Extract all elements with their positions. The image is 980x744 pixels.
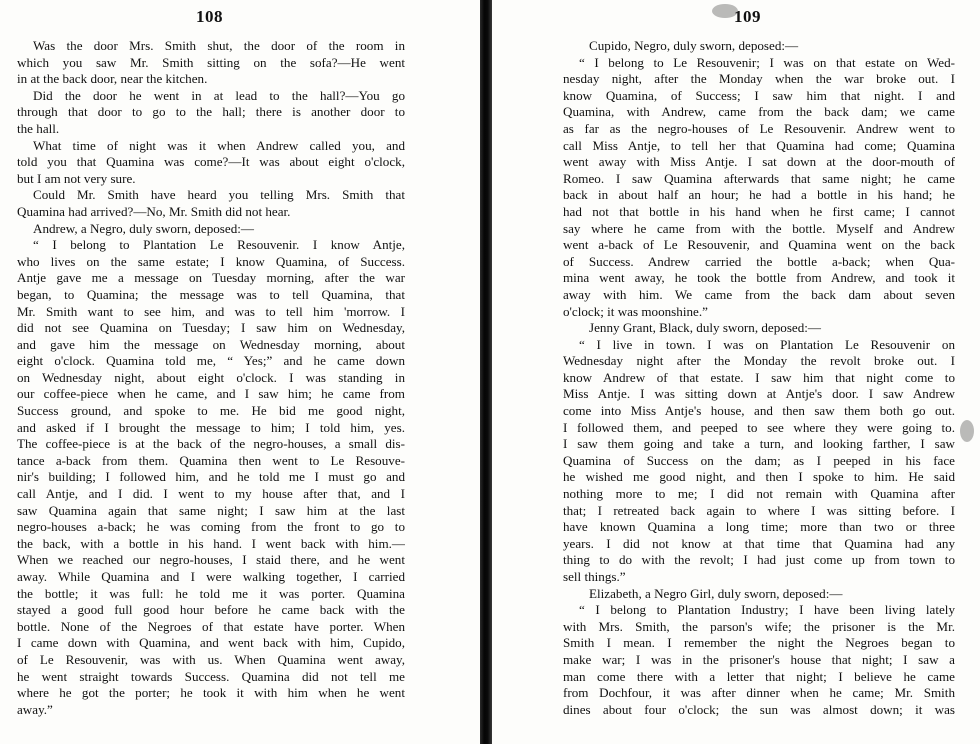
text-line: I came down with Quamina, and went back with him, Cupido,: [17, 635, 405, 651]
text-line: mina went away, he took the bottle from Andrew, and took it: [563, 270, 955, 286]
ink-blot: [960, 420, 974, 442]
text-line: the bottle; it was full: he told me it was porter. Quamina: [17, 585, 405, 601]
text-line: know Quamina, of Success; I saw him that night. I and: [563, 87, 955, 103]
text-line: Jenny Grant, Black, duly sworn, deposed:—: [589, 320, 822, 336]
text-line: saw Quamina again that same night; I saw him at the last: [17, 502, 405, 518]
text-line: I followed them, and peeped to see where they were going to.: [563, 419, 955, 435]
text-line: told you that Quamina was come?—It was about eight o'clock,: [17, 154, 405, 170]
text-line: Elizabeth, a Negro Girl, duly sworn, deposed:—: [589, 585, 843, 601]
text-line: which you saw Mr. Smith sitting on the sofa?—He went: [17, 54, 405, 70]
text-line: “ I belong to Plantation Industry; I have been living lately: [579, 602, 955, 618]
text-line: Quamina of Success on the dam; as I peeped in his face: [563, 452, 955, 468]
text-line: “ I belong to Plantation Le Resouvenir. I know Antje,: [33, 237, 405, 253]
text-line: tance a-back from them. Quamina then went to Le Resouve-: [17, 452, 405, 468]
text-line: of Success. Andrew carried the bottle a-back; when Qua-: [563, 253, 955, 269]
right-page: [492, 0, 980, 744]
text-line: that; I retreated back again to where I was sitting before. I: [563, 502, 955, 518]
text-line: bottle. None of the Negroes of that estate have porter. When: [17, 618, 405, 634]
text-line: stayed a good full good hour before he came back with the: [17, 602, 405, 618]
text-line: as far as the negro-houses of Le Resouvenir. Andrew went to: [563, 120, 955, 136]
text-line: Miss Antje. I was sitting down at Antje's door. I saw Andrew: [563, 386, 955, 402]
text-line: on Wednesday night, about eight o'clock. I was standing in: [17, 369, 405, 385]
text-line: went a-back of Le Resouvenir, and Quamina went on the back: [563, 237, 955, 253]
text-line: Smith I mean. I remember the night the Negroes began to: [563, 635, 955, 651]
text-line: Wednesday night after the Monday the revolt broke out. I: [563, 353, 955, 369]
text-line: away with him. We came from the back dam about seven: [563, 286, 955, 302]
text-line: o'clock; it was moonshine.”: [563, 303, 708, 319]
text-line: away.”: [17, 701, 53, 717]
text-line: from Dochfour, it was after dinner when he came; Mr. Smith: [563, 685, 955, 701]
text-line: Andrew, a Negro, duly sworn, deposed:—: [33, 220, 254, 236]
text-line: and asked if I brought the message to him; I told him, yes.: [17, 419, 405, 435]
text-line: come into Miss Antje's house, and then saw them both go out.: [563, 403, 955, 419]
text-line: “ I live in town. I was on Plantation Le Resouvenir on: [579, 336, 955, 352]
text-line: Cupido, Negro, duly sworn, deposed:—: [589, 38, 799, 53]
text-line: “ I belong to Le Resouvenir; I was on that estate on Wed-: [579, 54, 955, 70]
text-line: nir's building; I followed him, and he told me I must go and: [17, 469, 405, 485]
ink-blot: [712, 4, 738, 18]
text-line: our coffee-piece when he came, and I saw him; he came from: [17, 386, 405, 402]
text-line: I saw them going and take a turn, and looking farther, I saw: [563, 436, 955, 452]
text-line: Antje gave me a message on Tuesday morning, after the war: [17, 270, 405, 286]
page-number-left: 108: [196, 7, 223, 26]
text-line: had not that bottle in his hand when he first came; I cannot: [563, 203, 955, 219]
text-line: he wished me good night, and then I spoke to him. He said: [563, 469, 955, 485]
text-line: with Mrs. Smith, the parson's wife; the prisoner is the Mr.: [563, 618, 955, 634]
text-line: he went straight towards Success. Quamina did not tell me: [17, 668, 405, 684]
text-line: in at the back door, near the kitchen.: [17, 71, 208, 87]
text-line: thing to do with the revolt; I had just come up from town to: [563, 552, 955, 568]
text-line: back in about half an hour; he had a bottle in his hand; he: [563, 187, 955, 203]
text-line: of Le Resouvenir, was with us. When Quamina went away,: [17, 651, 405, 667]
text-line: Quamina, with Andrew, came from the back dam; we came: [563, 104, 955, 120]
text-line: nesday night, after the Monday when the war broke out. I: [563, 71, 955, 87]
text-line: away. While Quamina and I were walking together, I carried: [17, 569, 405, 584]
text-line: Success ground, and spoke to me. He bid me good night,: [17, 403, 405, 419]
text-line: nothing more to me; I did not remain with Quamina after: [563, 486, 955, 502]
text-line: years. I did not know at that time that Quamina had any: [563, 535, 955, 551]
text-line: Romeo. I saw Quamina afterwards that same night; he came: [563, 170, 955, 186]
text-line: Quamina had arrived?—No, Mr. Smith did not hear.: [17, 203, 291, 219]
text-line: Was the door Mrs. Smith shut, the door of the room in: [33, 38, 405, 53]
text-line: the hall.: [17, 120, 60, 136]
text-line: dines about four o'clock; the sun was almost down; it was: [563, 701, 955, 717]
text-line: did not see Quamina on Tuesday; I saw him on Wednesday,: [17, 320, 405, 336]
page-number-right: 109: [734, 7, 761, 26]
text-line: say where he came from with the bottle. Myself and Andrew: [563, 220, 955, 236]
text-line: sell things.”: [563, 569, 626, 584]
page-text-right: [563, 38, 955, 718]
text-line: make war; I was in the prisoner's house that night; I saw a: [563, 651, 955, 667]
text-line: and gave him the message on Wednesday morning, about: [17, 336, 405, 352]
text-line: call Miss Antje, to tell her that Quamina had come; Quamina: [563, 137, 955, 153]
text-line: went away with Miss Antje. I sat down at the door-mouth of: [563, 154, 955, 170]
text-line: but I am not very sure.: [17, 170, 136, 186]
text-line: through that door to go to the hall; there is another door to: [17, 104, 405, 120]
text-line: man come there with a letter that night; I believe he came: [563, 668, 955, 684]
text-line: What time of night was it when Andrew called you, and: [33, 137, 405, 153]
page-text-left: [17, 38, 405, 718]
text-line: call Antje, and I did. I went to my house after that, and I: [17, 486, 405, 502]
text-line: began, to Quamina; the message was to tell Quamina, that: [17, 286, 405, 302]
text-line: eight o'clock. Quamina told me, “ Yes;” and he came down: [17, 353, 405, 369]
text-line: the back, with a bottle in his hand. I went back with him.—: [17, 535, 405, 551]
text-line: where he got the porter; he took it with him when he went: [17, 685, 405, 701]
text-line: who lives on the same estate; I know Quamina, of Success.: [17, 253, 405, 269]
text-line: have known Quamina a long time; more than two or three: [563, 519, 955, 535]
text-line: When we reached our negro-houses, I staid there, and he went: [17, 552, 405, 568]
text-line: Mr. Smith want to see him, and was to tell him 'morrow. I: [17, 303, 405, 319]
book-spine: [480, 0, 492, 744]
left-page: [0, 0, 480, 744]
text-line: Could Mr. Smith have heard you telling Mrs. Smith that: [33, 187, 405, 203]
text-line: negro-houses a-back; he was coming from the front to go to: [17, 519, 405, 535]
text-line: Did the door he went in at lead to the hall?—You go: [33, 87, 405, 103]
text-line: know Andrew of that estate. I saw him that night come to: [563, 369, 955, 385]
text-line: The coffee-piece is at the back of the negro-houses, a small dis-: [17, 436, 405, 452]
